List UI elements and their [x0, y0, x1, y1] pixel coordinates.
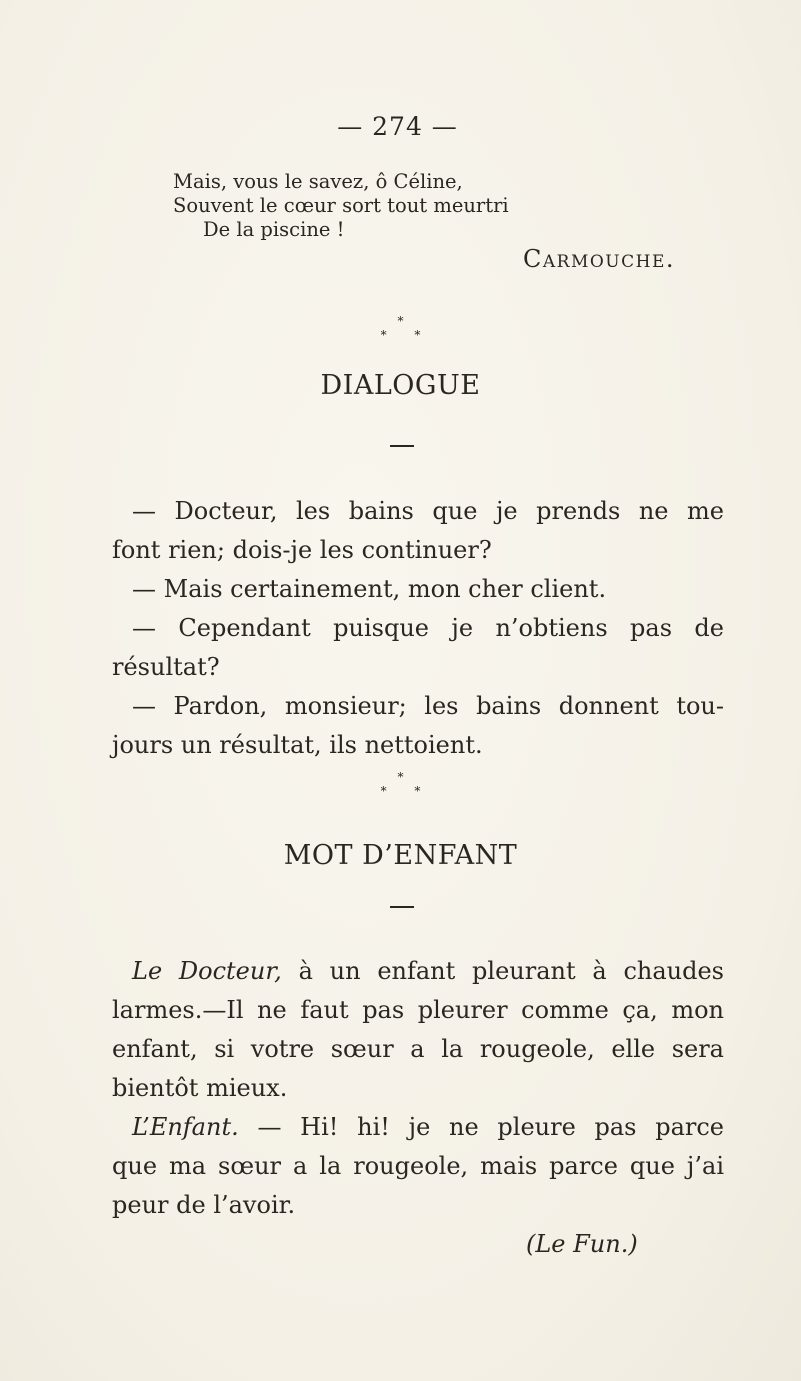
mot-enfant-rule	[390, 906, 414, 908]
star-bottom-pair: * *	[380, 328, 433, 342]
dialogue-title: DIALOGUE	[320, 370, 481, 401]
dialogue-line-7: jours un résultat, ils nettoient.	[112, 731, 483, 759]
dialogue-line-3: — Mais certainement, mon cher client.	[132, 575, 607, 603]
mot-enfant-line-1	[112, 952, 724, 991]
dialogue-line-1: — Docteur, les bains que je prends ne me	[132, 497, 724, 525]
section-stars-1	[0, 314, 801, 342]
mot-enfant-line-5-rest: — Hi! hi! je ne pleure pas parce	[238, 1113, 724, 1141]
dialogue-line-6: — Pardon, monsieur; les bains donnent tou-	[132, 692, 724, 720]
mot-enfant-text	[112, 952, 724, 1225]
source-citation: (Le Fun.)	[526, 1230, 638, 1258]
verse-line-1: Mais, vous le savez, ô Céline,	[173, 170, 463, 193]
section-stars-2	[0, 770, 801, 798]
page-number: — 274 —	[337, 112, 458, 141]
star-bottom-pair: * *	[380, 784, 433, 798]
dialogue-text	[112, 492, 724, 765]
mot-enfant-title: MOT D’ENFANT	[283, 840, 518, 871]
verse-line-2: Souvent le cœur sort tout meurtri	[173, 194, 509, 217]
mot-enfant-line-2: larmes.—Il ne faut pas pleurer comme ça, mon	[112, 996, 724, 1024]
verse-author: Carmouche.	[523, 245, 675, 273]
speaker-enfant: L’Enfant.	[132, 1113, 239, 1141]
mot-enfant-line-3: enfant, si votre sœur a la rougeole, elle sera	[112, 1035, 724, 1063]
dialogue-line-5: résultat?	[112, 653, 220, 681]
mot-enfant-line-6: que ma sœur a la rougeole, mais parce que j’ai	[112, 1152, 724, 1180]
mot-enfant-line-7: peur de l’avoir.	[112, 1191, 296, 1219]
speaker-docteur: Le Docteur,	[132, 957, 282, 985]
mot-enfant-line-1-rest: à un enfant pleurant à chaudes	[281, 957, 725, 985]
mot-enfant-line-4: bientôt mieux.	[112, 1074, 288, 1102]
mot-enfant-line-5	[112, 1108, 724, 1147]
star-top: *	[397, 314, 404, 328]
dialogue-line-2: font rien; dois-je les continuer?	[112, 536, 492, 564]
dialogue-line-4: — Cependant puisque je n’obtiens pas de	[132, 614, 724, 642]
star-top: *	[397, 770, 404, 784]
verse-line-3: De la piscine !	[203, 218, 345, 241]
dialogue-rule	[390, 445, 414, 447]
